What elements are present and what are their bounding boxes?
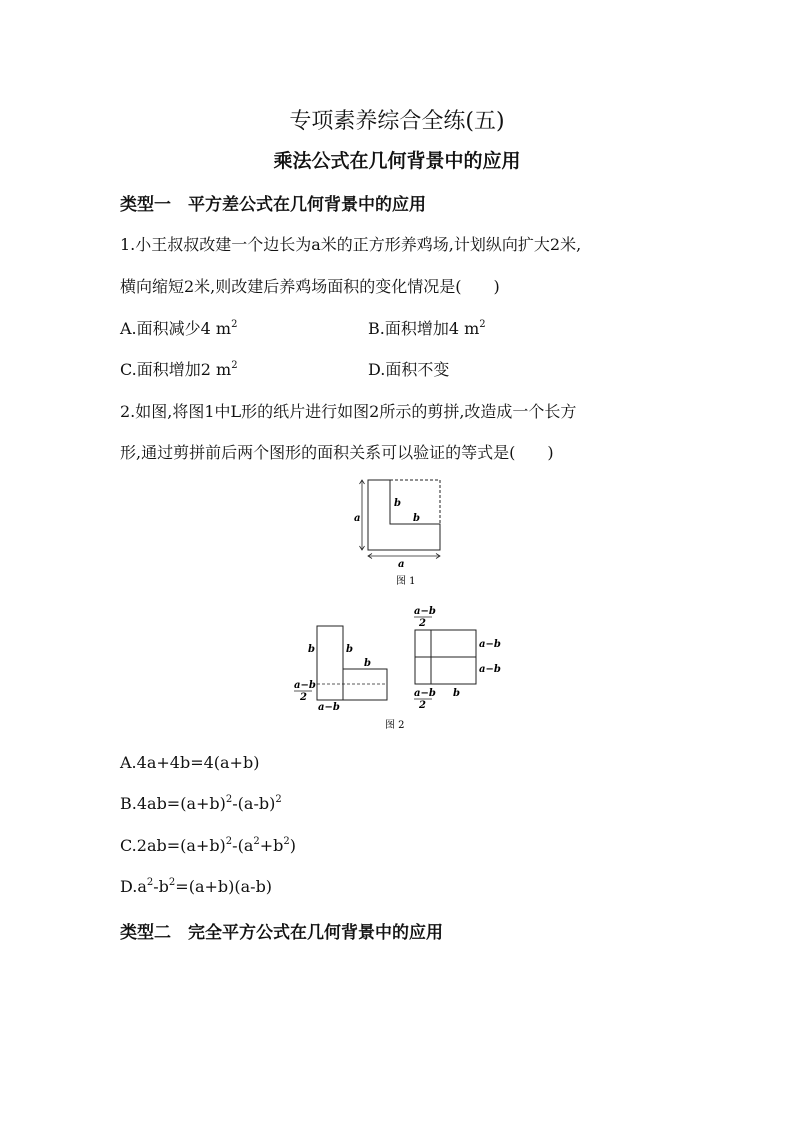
- fig2-right-label-a-minus-b-2: a−b: [479, 664, 501, 675]
- fig2-right-label-a-minus-b-1: a−b: [479, 639, 501, 650]
- q1-option-c[interactable]: C.面积增加2 $m^2$: [120, 360, 238, 379]
- page-subtitle: 乘法公式在几何背景中的应用: [273, 150, 521, 172]
- fig1-label-a-horizontal: a: [398, 559, 405, 570]
- fig2-left-label-b-top: b: [364, 658, 371, 669]
- figure-1-caption: 图 1: [396, 576, 416, 587]
- fig2-right-label-two-den-bottom: 2: [419, 700, 426, 711]
- question-1-line-2: 横向缩短2米,则改建后养鸡场面积的变化情况是( ): [120, 277, 500, 296]
- fig2-left-label-a-minus-b-num: a−b: [294, 680, 316, 691]
- section-heading-type2: 类型二 完全平方公式在几何背景中的应用: [120, 923, 443, 943]
- q1-option-b[interactable]: B.面积增加4 $m^2$: [368, 319, 486, 338]
- fig2-right-label-two-den-top: 2: [419, 618, 426, 629]
- q1-option-d[interactable]: D.面积不变: [368, 360, 450, 379]
- fig2-right-label-a-minus-b-num-bottom: a−b: [414, 688, 436, 699]
- fig2-left-label-a-minus-b-bottom: a−b: [318, 702, 340, 713]
- fig2-left-label-b-inner: b: [346, 644, 353, 655]
- fig1-label-b-horizontal: b: [413, 513, 420, 524]
- figure-1-l-shape: [340, 472, 460, 592]
- fig2-left-label-two-den: 2: [300, 692, 307, 703]
- q1-option-a[interactable]: A.面积减少4 $m^2$: [120, 319, 238, 338]
- fig2-right-label-b: b: [453, 688, 460, 699]
- question-2-line-1: 2.如图,将图1中L形的纸片进行如图2所示的剪拼,改造成一个长方: [120, 402, 577, 421]
- q2-option-d[interactable]: $D.a^2-b^2=(a+b)(a-b)$: [120, 877, 273, 896]
- figure-2-cut-and-reassemble: [288, 602, 510, 740]
- section-heading-type1: 类型一 平方差公式在几何背景中的应用: [120, 195, 426, 215]
- page-title: 专项素养综合全练(五): [289, 109, 505, 134]
- q2-option-b[interactable]: $B.4ab=(a+b)^2-(a-b)^2$: [120, 794, 282, 813]
- q2-option-a[interactable]: A.4a+4b=4(a+b): [120, 753, 260, 772]
- figure-2-caption: 图 2: [385, 720, 405, 731]
- fig2-left-label-b-outer: b: [308, 644, 315, 655]
- fig1-label-a-vertical: a: [354, 513, 361, 524]
- q2-option-c[interactable]: $C.2ab=(a+b)^2-(a^2+b^2)$: [120, 836, 297, 855]
- fig1-label-b-vertical: b: [394, 498, 401, 509]
- question-2-line-2: 形,通过剪拼前后两个图形的面积关系可以验证的等式是( ): [120, 443, 554, 462]
- question-1-line-1: 1.小王叔叔改建一个边长为a米的正方形养鸡场,计划纵向扩大2米,: [120, 235, 582, 254]
- fig2-right-label-a-minus-b-num-top: a−b: [414, 606, 436, 617]
